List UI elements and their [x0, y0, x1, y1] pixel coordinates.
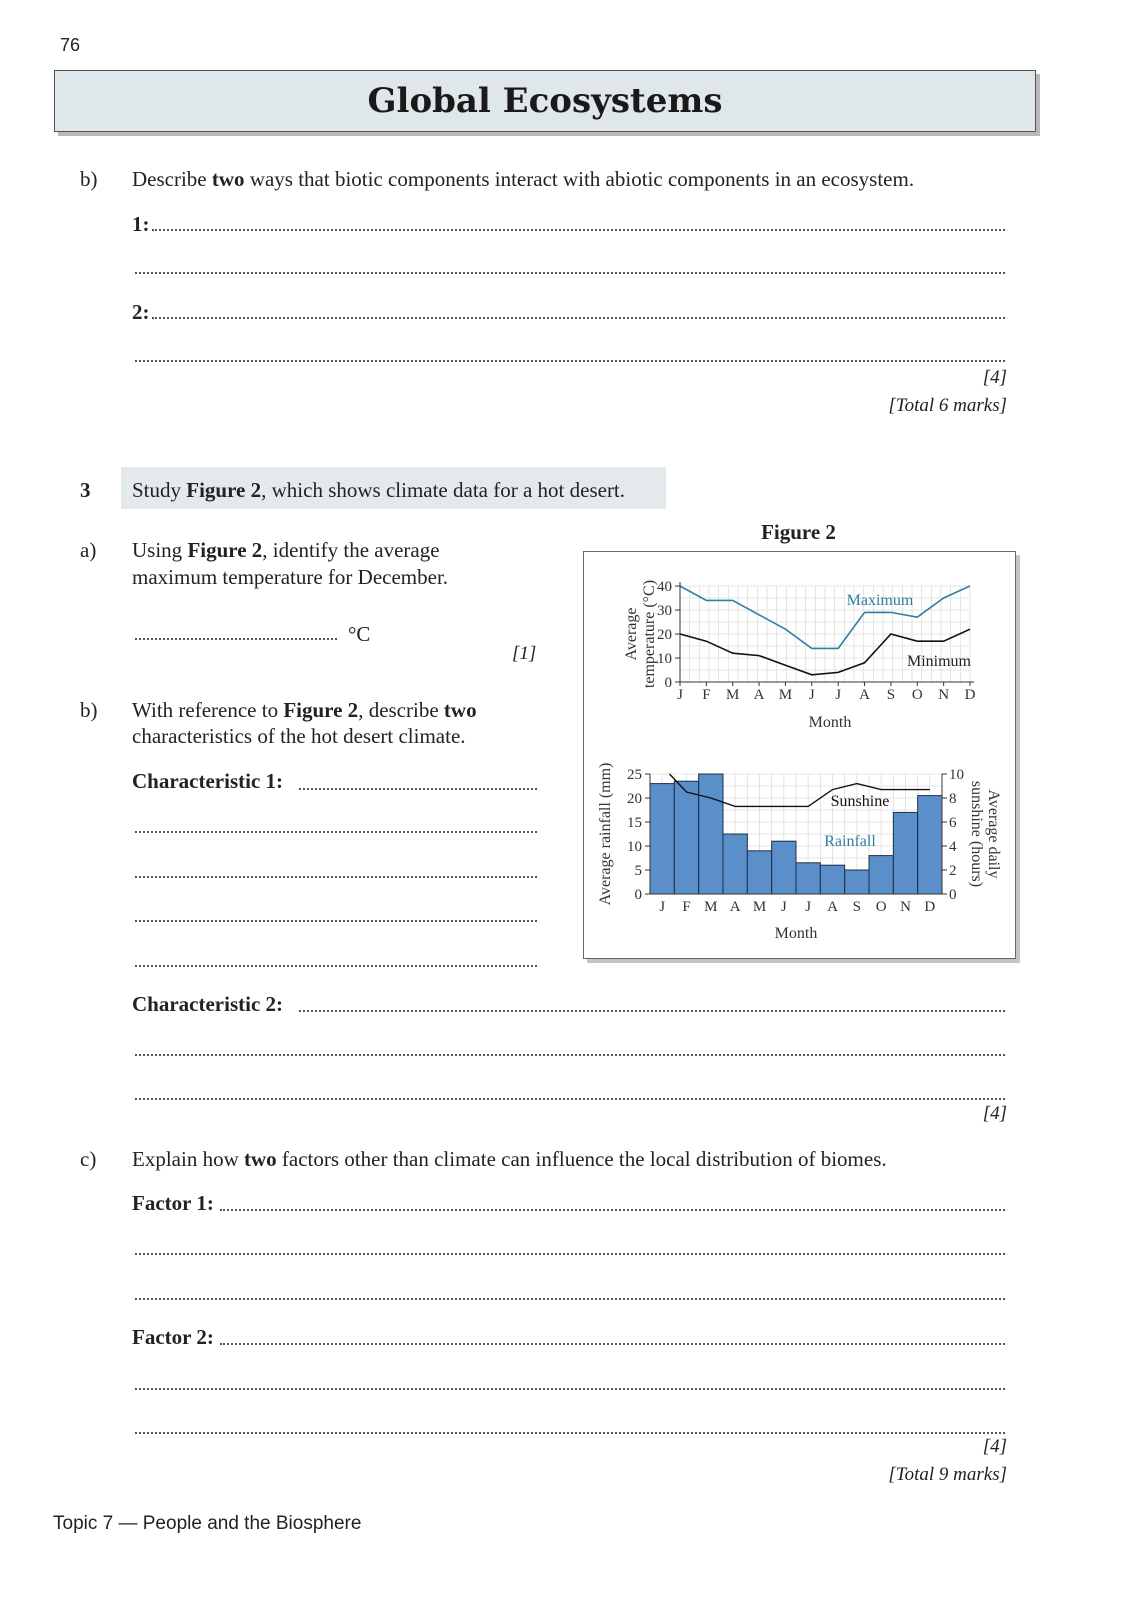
rainfall-bar-6: [772, 841, 796, 894]
temp-x-tick-label: A: [753, 687, 765, 703]
q3-number: 3: [80, 478, 91, 502]
rainfall-bar-10: [869, 856, 893, 894]
temp-y-tick-label: 20: [657, 627, 672, 643]
q2b-answer-line-2[interactable]: [135, 272, 1005, 274]
sunshine-y-tick-label: 10: [949, 767, 964, 783]
q3b-char1-line-4[interactable]: [135, 920, 537, 922]
temp-series-label-minimum: Minimum: [906, 653, 972, 670]
temp-x-tick-label: S: [886, 687, 896, 703]
temp-x-tick-label: J: [835, 687, 842, 703]
q3c-factor1-line-1[interactable]: [220, 1209, 1005, 1211]
rain-y-tick-label: 25: [627, 767, 642, 783]
sunshine-y-tick-label: 6: [949, 815, 957, 831]
q3c-factor-2-label: Factor 2:: [132, 1325, 214, 1349]
q3b-marks: [4]: [982, 1103, 1007, 1124]
rainfall-bar-9: [845, 870, 869, 894]
q3c-factor2-line-1[interactable]: [220, 1343, 1005, 1345]
q3b-characteristic-2-label: Characteristic 2:: [132, 992, 284, 1016]
temp-x-tick-label: F: [702, 687, 711, 703]
q3a-question-line-1: Using Figure 2, identify the average: [132, 538, 440, 562]
rain-x-tick-label: A: [729, 899, 741, 915]
page-number: 76: [60, 35, 81, 55]
q3c-marks: [4]: [982, 1436, 1007, 1457]
temp-y-axis-label-1: Average: [623, 607, 640, 661]
rainfall-bar-3: [699, 774, 723, 894]
rain-x-tick-label: M: [704, 899, 718, 915]
q3b-char2-line-1[interactable]: [299, 1010, 1005, 1012]
q3c-factor2-line-2[interactable]: [135, 1388, 1005, 1390]
q3c-question: Explain how two factors other than climate can influence the local distribution of biomes.: [132, 1147, 887, 1171]
rain-x-tick-label: M: [752, 899, 767, 915]
q3b-characteristic-1-label: Characteristic 1:: [132, 769, 284, 793]
temp-x-tick-label: J: [808, 687, 815, 703]
rain-y-tick-label: 5: [634, 863, 642, 879]
q3c-factor1-line-3[interactable]: [135, 1298, 1005, 1300]
sunshine-y-axis-label-2: sunshine (hours): [968, 780, 985, 888]
sunshine-y-tick-label: 0: [949, 887, 957, 903]
climate-chart: [584, 552, 1015, 958]
temp-series-label-maximum: Maximum: [846, 592, 914, 609]
temp-y-tick-label: 30: [657, 603, 672, 619]
temp-y-tick-label: 0: [664, 675, 672, 691]
q3c-factor-1-label: Factor 1:: [132, 1191, 214, 1215]
page-title-banner: [54, 70, 1036, 132]
rain-x-tick-label: A: [827, 899, 838, 915]
q3b-question-line-2: characteristics of the hot desert climate.: [132, 724, 466, 748]
rain-x-tick-label: J: [659, 899, 666, 915]
q3b-char1-line-1[interactable]: [299, 788, 537, 790]
rain-x-tick-label: J: [805, 899, 812, 915]
q2b-answer-label-2: 2:: [132, 300, 150, 324]
rainfall-series-label: Rainfall: [824, 833, 876, 850]
rainfall-bar-1: [650, 784, 674, 894]
q2b-label: b): [80, 167, 98, 191]
rain-x-tick-label: S: [852, 899, 862, 915]
q3-intro: Study Figure 2, which shows climate data for a hot desert.: [132, 478, 626, 502]
rainfall-bar-7: [796, 863, 820, 894]
q3a-unit: °C: [348, 622, 371, 646]
temp-x-tick-label: O: [911, 687, 923, 703]
q2b-answer-label-1: 1:: [132, 212, 150, 236]
rainfall-bar-2: [674, 781, 698, 894]
q3b-char1-line-2[interactable]: [135, 831, 537, 833]
rain-y-tick-label: 0: [634, 887, 642, 903]
q2b-marks: [4]: [982, 367, 1007, 388]
rain-x-tick-label: F: [682, 899, 691, 915]
temp-x-tick-label: A: [859, 687, 870, 703]
footer-topic: Topic 7 — People and the Biosphere: [53, 1513, 362, 1534]
rain-x-tick-label: N: [900, 899, 911, 915]
q2b-answer-line-4[interactable]: [135, 360, 1005, 362]
q3a-answer-line[interactable]: [135, 638, 337, 640]
q3c-factor1-line-2[interactable]: [135, 1253, 1005, 1255]
q3b-label: b): [80, 698, 98, 722]
rain-x-axis-label: Month: [774, 925, 818, 942]
q2b-answer-line-1[interactable]: [152, 229, 1005, 231]
temp-x-tick-label: J: [677, 687, 683, 703]
q3-total-marks: [Total 9 marks]: [888, 1464, 1007, 1485]
rainfall-bar-4: [723, 834, 747, 894]
rainfall-bar-12: [918, 796, 942, 894]
q2-total-marks: [Total 6 marks]: [888, 395, 1007, 416]
sunshine-y-tick-label: 2: [949, 863, 957, 879]
q3b-char2-line-2[interactable]: [135, 1054, 1005, 1056]
rain-y-tick-label: 10: [627, 839, 642, 855]
rain-y-axis-label: Average rainfall (mm): [597, 762, 614, 906]
sunshine-series-label: Sunshine: [830, 793, 890, 810]
temp-y-tick-label: 10: [657, 651, 672, 667]
figure-title: Figure 2: [761, 520, 836, 544]
q3b-char1-line-3[interactable]: [135, 876, 537, 878]
q3a-question-line-2: maximum temperature for December.: [132, 565, 449, 589]
temp-x-tick-label: N: [938, 687, 950, 703]
page-title: Global Ecosystems: [367, 81, 723, 121]
q2b-answer-line-3[interactable]: [152, 317, 1005, 319]
q3a-label: a): [80, 538, 97, 562]
q3c-factor2-line-3[interactable]: [135, 1432, 1005, 1434]
rain-x-tick-label: D: [924, 899, 936, 915]
rain-y-tick-label: 20: [627, 791, 642, 807]
rainfall-bar-11: [893, 812, 917, 894]
rain-y-tick-label: 15: [627, 815, 642, 831]
q3b-question-line-1: With reference to Figure 2, describe two: [132, 698, 477, 722]
temp-x-tick-label: M: [726, 687, 740, 703]
rainfall-bar-8: [820, 865, 844, 894]
rainfall-bar-5: [747, 851, 771, 894]
q3b-char1-line-5[interactable]: [135, 965, 537, 967]
temp-x-tick-label: M: [778, 687, 793, 703]
temp-y-axis-label-2: temperature (°C): [641, 579, 658, 689]
temp-x-tick-label: D: [964, 687, 976, 703]
sunshine-y-tick-label: 8: [949, 791, 957, 807]
series-lines: [669, 586, 970, 807]
rain-x-tick-label: J: [780, 899, 787, 915]
rain-x-tick-label: O: [875, 899, 887, 915]
sunshine-y-axis-label-1: Average daily: [985, 789, 1002, 879]
q2b-question: Describe two ways that biotic components interact with abiotic components in an ecosystem.: [132, 167, 915, 191]
temp-y-tick-label: 40: [657, 579, 672, 595]
temp-x-axis-label: Month: [808, 714, 852, 731]
q3c-label: c): [80, 1147, 97, 1171]
q3b-char2-line-3[interactable]: [135, 1098, 1005, 1100]
figure-2: [583, 551, 1016, 959]
sunshine-y-tick-label: 4: [949, 839, 957, 855]
q3a-marks: [1]: [512, 643, 537, 664]
